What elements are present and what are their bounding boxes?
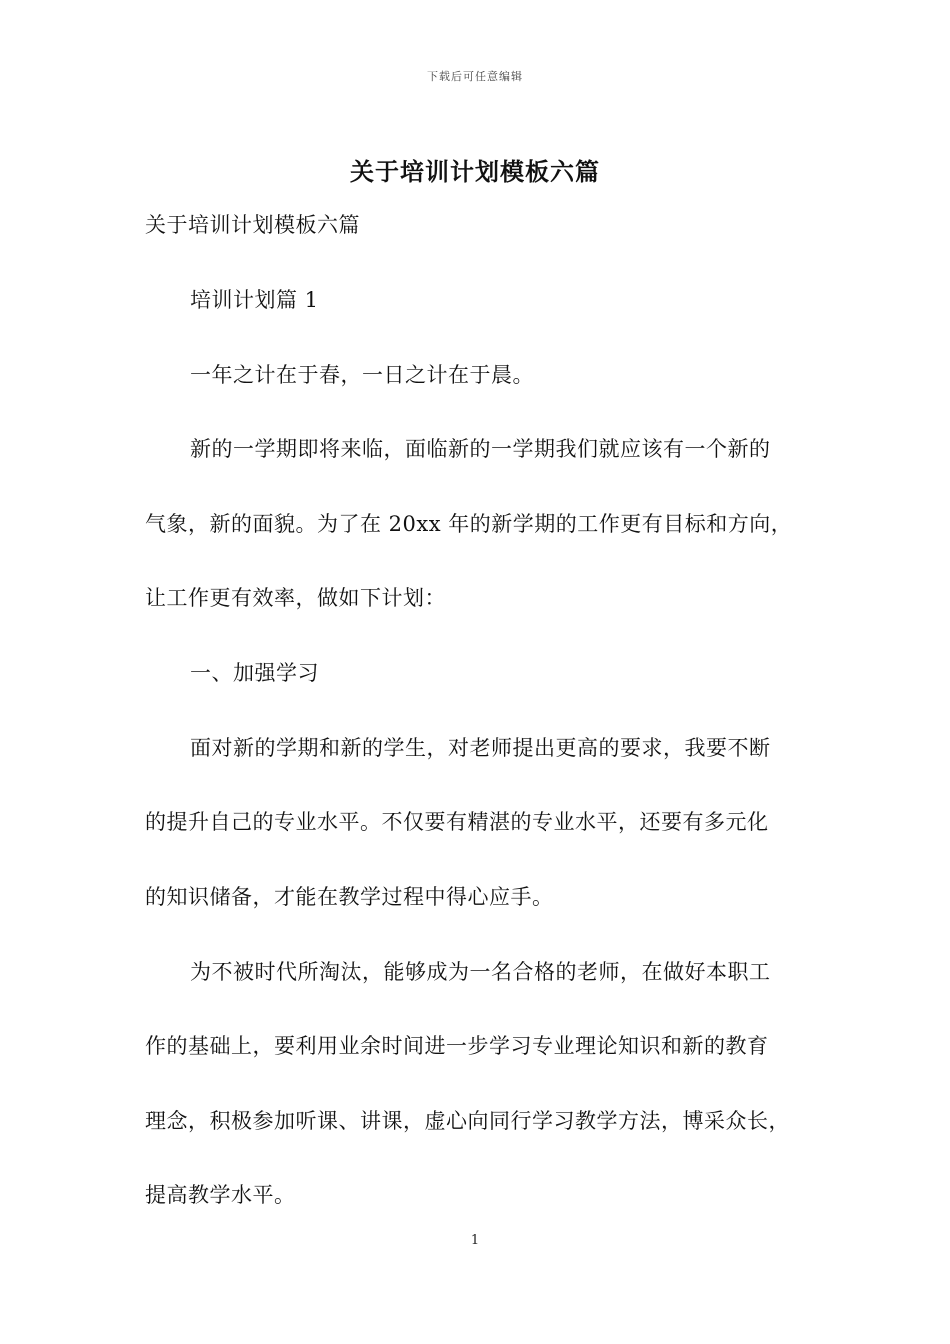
header-note: 下载后可任意编辑 [427, 70, 523, 83]
paragraph-line: 新的一学期即将来临，面临新的一学期我们就应该有一个新的 [190, 437, 771, 461]
page-number: 1 [470, 1233, 480, 1248]
paragraph-line: 为不被时代所淘汰，能够成为一名合格的老师，在做好本职工 [190, 960, 771, 984]
paragraph-line: 的知识储备，才能在教学过程中得心应手。 [145, 885, 554, 909]
paragraph-line: 面对新的学期和新的学生，对老师提出更高的要求，我要不断 [190, 736, 771, 760]
paragraph-line: 的提升自己的专业水平。不仅要有精湛的专业水平，还要有多元化 [145, 810, 769, 834]
paragraph-line: 一年之计在于春，一日之计在于晨。 [190, 363, 534, 387]
section-heading: 培训计划篇 1 [190, 288, 319, 312]
paragraph-line: 让工作更有效率，做如下计划： [145, 586, 446, 610]
paragraph-line: 气象，新的面貌。为了在 20xx 年的新学期的工作更有目标和方向， [145, 512, 793, 536]
paragraph-line: 提高教学水平。 [145, 1183, 296, 1207]
section-heading: 一、加强学习 [190, 661, 319, 685]
document-title: 关于培训计划模板六篇 [350, 157, 600, 186]
paragraph-line: 理念，积极参加听课、讲课，虚心向同行学习教学方法，博采众长， [145, 1109, 790, 1133]
subtitle-line: 关于培训计划模板六篇 [145, 213, 360, 237]
paragraph-line: 作的基础上，要利用业余时间进一步学习专业理论知识和新的教育 [145, 1034, 769, 1058]
